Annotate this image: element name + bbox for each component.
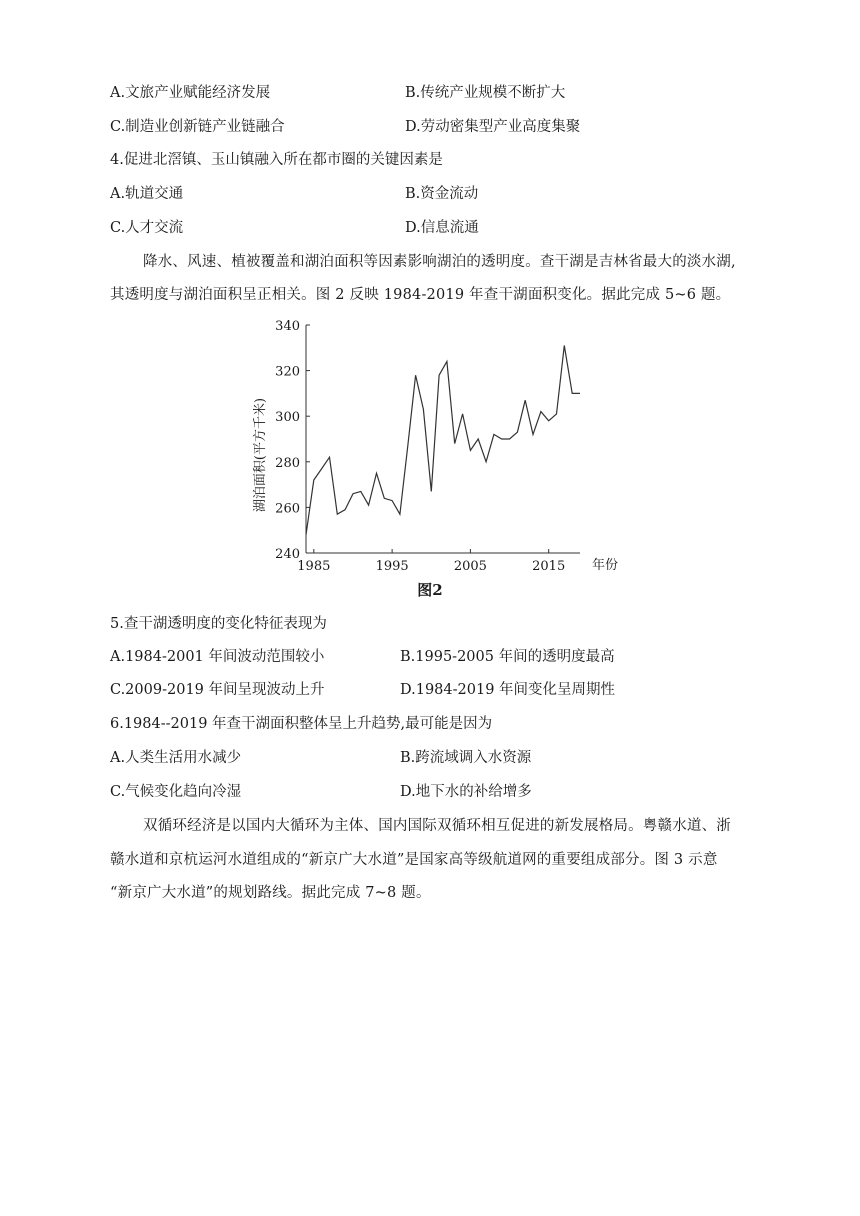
option-d: D.信息流通 (405, 220, 479, 236)
option-a: A.轨道交通 (110, 186, 184, 202)
option-c: C.2009-2019 年间呈现波动上升 (110, 682, 325, 698)
passage-line: 其透明度与湖泊面积呈正相关。图 2 反映 1984-2019 年查干湖面积变化。据此完成 5~6 题。 (110, 287, 731, 303)
question-4-stem: 4.促进北滘镇、玉山镇融入所在都市圈的关键因素是 (110, 152, 443, 168)
figure-caption: 图2 (417, 581, 443, 599)
passage-line: 双循环经济是以国内大循环为主体、国内国际双循环相互促进的新发展格局。粤赣水道、浙 (143, 818, 731, 834)
option-c: C.气候变化趋向冷湿 (110, 784, 242, 800)
option-b: B.跨流域调入水资源 (400, 750, 532, 766)
y-tick-label: 280 (275, 455, 300, 471)
passage-line: 赣水道和京杭运河水道组成的“新京广大水道”是国家高等级航道网的重要组成部分。图 3 示意 (110, 852, 718, 868)
question-5-stem: 5.查干湖透明度的变化特征表现为 (110, 616, 327, 632)
lake-area-line-chart (250, 305, 630, 605)
y-tick-label: 320 (275, 364, 300, 380)
chart-axes (306, 325, 580, 553)
option-b: B.1995-2005 年间的透明度最高 (400, 649, 615, 665)
y-tick-label: 240 (275, 547, 300, 562)
y-tick-label: 300 (275, 410, 300, 426)
passage-line: “新京广大水道”的规划路线。据此完成 7~8 题。 (110, 885, 431, 901)
y-tick-label: 340 (275, 319, 300, 334)
passage-line: 降水、风速、植被覆盖和湖泊面积等因素影响湖泊的透明度。查干湖是吉林省最大的淡水湖, (143, 254, 736, 270)
y-axis-label: 湖泊面积(平方千米) (253, 397, 268, 513)
option-c: C.制造业创新链产业链融合 (110, 119, 285, 135)
option-b: B.资金流动 (405, 186, 479, 202)
option-d: D.劳动密集型产业高度集聚 (405, 119, 581, 135)
chart-ticks (275, 319, 565, 574)
option-d: D.地下水的补给增多 (400, 784, 532, 800)
option-a: A.文旅产业赋能经济发展 (110, 85, 271, 101)
option-c: C.人才交流 (110, 220, 184, 236)
x-tick-label: 2005 (453, 559, 487, 574)
option-d: D.1984-2019 年间变化呈周期性 (400, 682, 616, 698)
option-a: A.1984-2001 年间波动范围较小 (110, 649, 325, 665)
x-tick-label: 1985 (297, 559, 331, 574)
option-a: A.人类生活用水减少 (110, 750, 242, 766)
series-line (306, 346, 580, 535)
y-tick-label: 260 (275, 501, 300, 517)
option-b: B.传统产业规模不断扩大 (405, 85, 566, 101)
question-6-stem: 6.1984--2019 年查干湖面积整体呈上升趋势,最可能是因为 (110, 716, 493, 732)
x-axis-label: 年份 (592, 558, 619, 573)
x-tick-label: 2015 (532, 559, 566, 574)
x-tick-label: 1995 (375, 559, 409, 574)
